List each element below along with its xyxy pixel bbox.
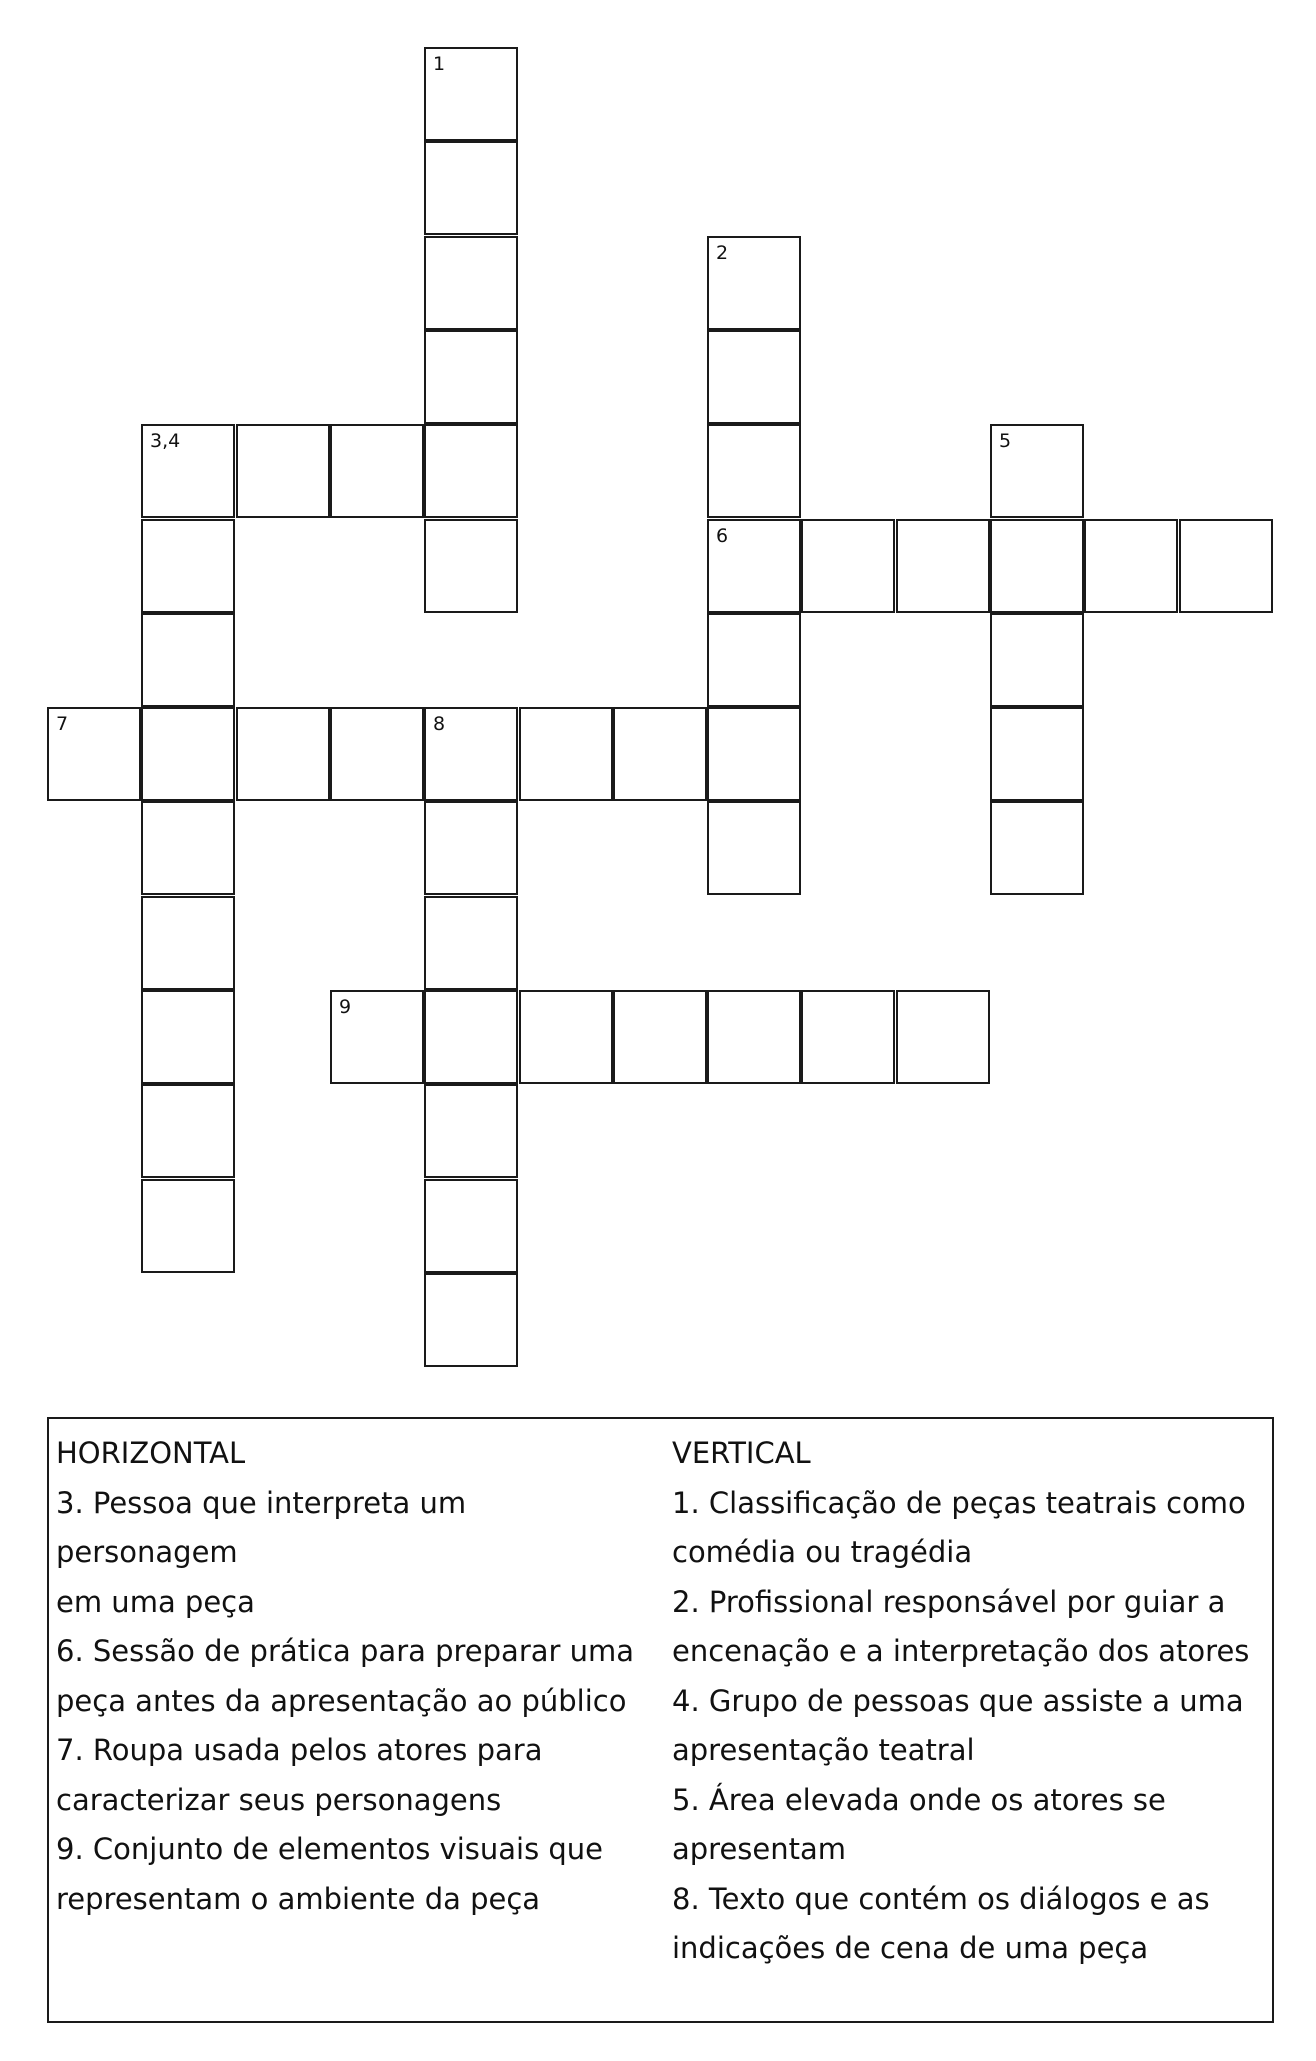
crossword-cell[interactable] [424, 1273, 518, 1367]
crossword-cell[interactable] [519, 990, 613, 1084]
crossword-cell[interactable] [141, 424, 235, 518]
vertical-clues [672, 1429, 1267, 1974]
clue-line: 3. Pessoa que interpreta um personagem [56, 1485, 467, 1569]
crossword-cell[interactable] [896, 519, 990, 613]
crossword-cell[interactable] [141, 896, 235, 990]
clue-line: 6. Sessão de prática para preparar uma [56, 1634, 635, 1668]
horizontal-clues [56, 1429, 656, 1924]
crossword-cell[interactable] [990, 801, 1084, 895]
clue-line: 7. Roupa usada pelos atores para [56, 1733, 543, 1767]
vertical-title: VERTICAL [672, 1436, 811, 1470]
crossword-cell[interactable] [424, 707, 518, 801]
clue-number: 3,4 [150, 430, 181, 452]
crossword-cell[interactable] [707, 801, 801, 895]
crossword-cell[interactable] [801, 519, 895, 613]
clue-number: 8 [433, 713, 446, 735]
crossword-cell[interactable] [707, 330, 801, 424]
crossword-cell[interactable] [1084, 519, 1178, 613]
crossword-cell[interactable] [141, 1179, 235, 1273]
crossword-cell[interactable] [141, 1084, 235, 1178]
crossword-cell[interactable] [141, 613, 235, 707]
clue-number: 2 [716, 242, 729, 264]
crossword-cell[interactable] [990, 613, 1084, 707]
clue-line: encenação e a interpretação dos atores [672, 1634, 1250, 1668]
crossword-cell[interactable] [330, 707, 424, 801]
clue-line: 1. Classificação de peças teatrais como [672, 1485, 1246, 1520]
crossword-cell[interactable] [424, 330, 518, 424]
crossword-cell[interactable] [990, 519, 1084, 613]
crossword-cell[interactable] [141, 707, 235, 801]
clue-line: em uma peça [56, 1584, 255, 1619]
crossword-cell[interactable] [990, 424, 1084, 518]
crossword-cell[interactable] [424, 990, 518, 1084]
crossword-cell[interactable] [424, 519, 518, 613]
clue-line: caracterizar seus personagens [56, 1782, 502, 1817]
clue-line: representam o ambiente da peça [56, 1881, 541, 1916]
crossword-cell[interactable] [236, 424, 330, 518]
crossword-cell[interactable] [519, 707, 613, 801]
clue-number: 9 [339, 996, 352, 1018]
clue-number: 1 [433, 53, 446, 75]
clue-number: 5 [999, 430, 1012, 452]
crossword-cell[interactable] [424, 141, 518, 235]
clue-line: 9. Conjunto de elementos visuais que [56, 1832, 604, 1866]
crossword-cell[interactable] [330, 990, 424, 1084]
crossword-cell[interactable] [141, 519, 235, 613]
crossword-cell[interactable] [141, 801, 235, 895]
crossword-cell[interactable] [707, 424, 801, 518]
clue-line: apresentam [672, 1832, 847, 1866]
crossword-cell[interactable] [141, 990, 235, 1084]
crossword-cell[interactable] [707, 990, 801, 1084]
crossword-cell[interactable] [613, 707, 707, 801]
crossword-cell[interactable] [236, 707, 330, 801]
clue-number: 6 [716, 525, 729, 547]
clue-line: peça antes da apresentação ao público [56, 1683, 627, 1718]
crossword-cell[interactable] [424, 896, 518, 990]
crossword-cell[interactable] [990, 707, 1084, 801]
clue-line: indicações de cena de uma peça [672, 1931, 1149, 1965]
crossword-cell[interactable] [424, 1084, 518, 1178]
clue-line: apresentação teatral [672, 1733, 975, 1767]
crossword-cell[interactable] [1179, 519, 1273, 613]
crossword-cell[interactable] [424, 236, 518, 330]
horizontal-title: HORIZONTAL [56, 1436, 246, 1470]
clue-line: 2. Profissional responsável por guiar a [672, 1584, 1226, 1619]
clue-line: comédia ou tragédia [672, 1535, 973, 1569]
clues-box [47, 1417, 1274, 2023]
crossword-cell[interactable] [801, 990, 895, 1084]
crossword-cell[interactable] [896, 990, 990, 1084]
clue-line: 4. Grupo de pessoas que assiste a uma [672, 1683, 1244, 1718]
crossword-cell[interactable] [330, 424, 424, 518]
crossword-cell[interactable] [424, 47, 518, 141]
crossword-cell[interactable] [424, 801, 518, 895]
clue-line: 5. Área elevada onde os atores se [672, 1782, 1166, 1817]
crossword-cell[interactable] [707, 519, 801, 613]
crossword-cell[interactable] [424, 424, 518, 518]
crossword-cell[interactable] [707, 236, 801, 330]
crossword-cell[interactable] [707, 707, 801, 801]
crossword-cell[interactable] [47, 707, 141, 801]
crossword-cell[interactable] [424, 1179, 518, 1273]
clue-line: 8. Texto que contém os diálogos e as [672, 1881, 1210, 1916]
crossword-cell[interactable] [613, 990, 707, 1084]
clue-number: 7 [56, 713, 69, 735]
crossword-cell[interactable] [707, 613, 801, 707]
